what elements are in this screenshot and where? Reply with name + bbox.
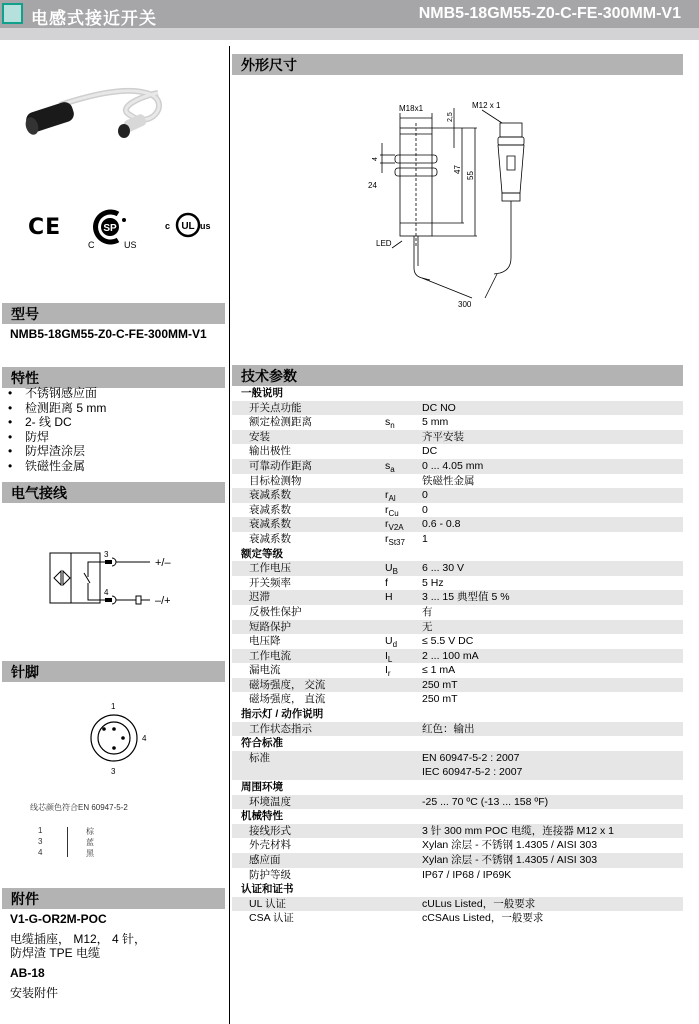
tech-row <box>232 605 683 620</box>
tech-group-heading: 认证和证书 <box>241 883 294 896</box>
dim-label-47: 47 <box>453 165 462 174</box>
tech-group-heading: 周围环境 <box>241 781 283 794</box>
feature-item: • 检测距离 5 mm <box>8 401 106 416</box>
tech-row-label: 开关点功能 <box>249 401 302 414</box>
wiring-diagram <box>40 545 190 615</box>
legend-color: 棕 <box>86 827 94 836</box>
legend-row <box>38 848 94 858</box>
tech-row-label: 衰减系数 <box>249 532 291 545</box>
tech-row-label: UL 认证 <box>249 897 286 910</box>
legend-color: 黑 <box>86 849 94 858</box>
feature-item: • 防焊渣涂层 <box>8 444 106 459</box>
tech-row-label: 磁场强度， 交流 <box>249 678 326 691</box>
tech-row <box>232 576 683 591</box>
tech-row <box>232 911 683 926</box>
tech-row-label: 反极性保护 <box>249 605 302 618</box>
tech-group-heading: 指示灯 / 动作说明 <box>241 708 324 721</box>
accessory-description: 电缆插座， M12， 4 针， <box>10 932 147 946</box>
tech-row-value: cCSAus Listed，一般要求 <box>422 912 544 925</box>
tech-row <box>232 532 683 547</box>
tech-row-label: 可靠动作距离 <box>249 459 312 472</box>
symbol-main: f <box>385 576 388 589</box>
feature-item: • 铁磁性金属 <box>8 459 106 474</box>
tech-row <box>232 430 683 445</box>
tech-row-value: -25 ... 70 ºC (-13 ... 158 ºF) <box>422 795 549 808</box>
tech-row <box>232 649 683 664</box>
feature-item: • 防焊 <box>8 430 106 445</box>
tech-row <box>232 751 683 780</box>
tech-row-value: 2 ... 100 mA <box>422 649 479 662</box>
tech-group-heading: 机械特性 <box>241 810 283 823</box>
tech-row <box>232 897 683 912</box>
csa-c-label: C <box>88 240 95 250</box>
pinout-section-heading: 针脚 <box>2 661 225 682</box>
legend-row <box>38 837 94 847</box>
product-photo <box>20 85 170 155</box>
symbol-main: I <box>385 664 388 677</box>
symbol-subscript: St37 <box>388 537 405 547</box>
tech-row <box>232 692 683 707</box>
symbol-subscript: a <box>390 464 395 474</box>
dim-label-led: LED <box>376 239 392 248</box>
tech-row <box>232 517 683 532</box>
tech-row-label: 输出极性 <box>249 445 291 458</box>
column-divider <box>229 46 230 1024</box>
dim-label-2-5: 2,5 <box>447 112 454 122</box>
features-section-heading: 特性 <box>2 367 225 388</box>
tech-row-label: 工作状态指示 <box>249 722 312 735</box>
tech-row-label: 接线形式 <box>249 824 291 837</box>
tech-spec-table <box>232 386 683 926</box>
brand-square-icon <box>2 3 23 24</box>
accessory-description: 安装附件 <box>10 986 59 1000</box>
sensor-symbol-icon <box>54 571 70 585</box>
tech-row-value: Xylan 涂层 - 不锈钢 1.4305 / AISI 303 <box>422 854 598 866</box>
tech-row-label: 电压降 <box>249 635 281 648</box>
wire-color-legend-title: 线芯颜色符合EN 60947-5-2 <box>30 803 128 812</box>
symbol-main: r <box>385 532 389 545</box>
tech-row <box>232 824 683 839</box>
tech-row <box>232 459 683 474</box>
pinout-label-3: 3 <box>111 767 116 776</box>
tech-row-value: EN 60947-5-2 : 2007 <box>422 751 520 764</box>
symbol-main: U <box>385 562 393 575</box>
symbol-main: U <box>385 635 393 648</box>
dim-label-m18: M18x1 <box>399 104 424 113</box>
tech-row <box>232 722 683 737</box>
symbol-subscript: V2A <box>388 523 404 533</box>
title-bar <box>0 0 699 28</box>
tech-row <box>232 620 683 635</box>
tech-row <box>232 444 683 459</box>
tech-row <box>232 474 683 489</box>
tech-group-heading: 额定等级 <box>241 547 283 560</box>
symbol-subscript: Al <box>388 494 396 504</box>
tech-row-value: ≤ 5.5 V DC <box>422 635 474 648</box>
pinout-diagram <box>80 698 160 778</box>
tech-row <box>232 561 683 576</box>
tech-row-value: 3 针 300 mm POC 电缆，连接器 M12 x 1 <box>422 824 614 837</box>
tech-row-label: 衰减系数 <box>249 503 291 516</box>
tech-group-heading: 一般说明 <box>241 387 283 399</box>
tech-row <box>232 590 683 605</box>
tech-row <box>232 503 683 518</box>
symbol-main: H <box>385 591 393 604</box>
csa-mark-text: SP <box>103 223 117 234</box>
wiring-label-top: +/– <box>155 557 171 569</box>
wiring-pin-3: 3 <box>104 550 109 559</box>
tech-row <box>232 678 683 693</box>
tech-row-value: 250 mT <box>422 678 458 691</box>
tech-row-value: IEC 60947-5-2 : 2007 <box>422 766 523 779</box>
csa-us-label: US <box>124 240 137 250</box>
legend-pin: 4 <box>38 848 43 857</box>
tech-section-heading: 技术参数 <box>232 365 683 386</box>
tech-row-value: cULus Listed，一般要求 <box>422 897 536 910</box>
tech-row-value: DC NO <box>422 401 456 414</box>
pinout-label-4: 4 <box>142 734 147 743</box>
tech-row-label: 工作电流 <box>249 649 291 662</box>
tech-row-symbol <box>385 576 388 591</box>
tech-row-value: IP67 / IP68 / IP69K <box>422 868 512 881</box>
tech-row-value: 红色：输出 <box>422 722 475 735</box>
legend-row <box>38 826 94 836</box>
dim-label-300: 300 <box>458 300 472 309</box>
tech-row <box>232 795 683 810</box>
model-section-heading: 型号 <box>2 303 225 324</box>
symbol-main: r <box>385 503 389 516</box>
model-number: NMB5-18GM55-Z0-C-FE-300MM-V1 <box>10 327 207 341</box>
tech-row-label: 额定检测距离 <box>249 416 312 429</box>
tech-row-value: DC <box>422 445 438 458</box>
tech-row-label: 目标检测物 <box>249 474 302 487</box>
ul-c-label: c <box>165 221 171 231</box>
tech-row-label: CSA 认证 <box>249 912 294 925</box>
legend-pin: 3 <box>38 837 43 846</box>
tech-row-value: 铁磁性金属 <box>422 474 475 487</box>
tech-row-value: 0 <box>422 489 428 502</box>
dimension-drawing <box>362 98 542 313</box>
symbol-main: r <box>385 518 389 531</box>
dimensions-section-heading: 外形尺寸 <box>232 54 683 75</box>
header-subbar <box>0 28 699 40</box>
legend-divider <box>67 827 68 857</box>
tech-group-heading: 符合标准 <box>241 737 283 750</box>
symbol-main: r <box>385 489 389 502</box>
tech-row <box>232 634 683 649</box>
document-title: 电感式接近开关 <box>31 9 157 28</box>
tech-row-label: 开关频率 <box>249 576 291 589</box>
tech-row <box>232 868 683 883</box>
tech-row-label: 感应面 <box>249 854 281 866</box>
symbol-main: s <box>385 416 391 429</box>
tech-row-value: 3 ... 15 典型值 5 % <box>422 591 510 604</box>
wiring-pin-4: 4 <box>104 588 109 597</box>
tech-row-label: 防护等级 <box>249 868 291 881</box>
tech-row-label: 衰减系数 <box>249 489 291 502</box>
features-list <box>8 386 106 473</box>
wiring-label-bottom: –/+ <box>155 595 171 607</box>
tech-row-value: 0.6 - 0.8 <box>422 518 461 531</box>
tech-row-value: 0 ... 4.05 mm <box>422 459 484 472</box>
tech-row-value: 有 <box>422 605 433 618</box>
tech-row-value: 齐平安装 <box>422 430 464 443</box>
symbol-subscript: B <box>392 567 398 577</box>
tech-row-label: 安装 <box>249 430 270 443</box>
tech-row-symbol <box>385 590 393 605</box>
tech-row-value: 5 Hz <box>422 576 444 589</box>
tech-row-value: Xylan 涂层 - 不锈钢 1.4305 / AISI 303 <box>422 839 598 852</box>
tech-row <box>232 838 683 853</box>
tech-row <box>232 663 683 678</box>
legend-color: 蓝 <box>86 838 94 847</box>
dim-label-4: 4 <box>372 157 379 161</box>
ul-mark-text: UL <box>181 221 195 232</box>
accessories-section-heading: 附件 <box>2 888 225 909</box>
symbol-subscript: r <box>387 669 391 679</box>
accessory-description: 防焊渣 TPE 电缆 <box>10 946 101 960</box>
ce-mark-icon: CE <box>28 215 62 240</box>
tech-row-value: 无 <box>422 620 433 633</box>
tech-row-value: 5 mm <box>422 416 449 429</box>
tech-row-value: 1 <box>422 532 428 545</box>
symbol-main: I <box>385 649 388 662</box>
accessory-name: V1-G-OR2M-POC <box>10 912 107 926</box>
tech-row-label: 环境温度 <box>249 795 291 808</box>
tech-row-label: 迟滞 <box>249 591 270 604</box>
dim-label-55: 55 <box>466 171 475 180</box>
tech-row-label: 工作电压 <box>249 562 291 575</box>
dim-label-m12: M12 x 1 <box>472 101 501 110</box>
ul-mark-icon <box>163 210 215 240</box>
tech-row-label: 短路保护 <box>249 620 291 633</box>
wiring-section-heading: 电气接线 <box>2 482 225 503</box>
pinout-label-1: 1 <box>111 702 116 711</box>
tech-row <box>232 401 683 416</box>
tech-row-value: 6 ... 30 V <box>422 562 465 575</box>
tech-row-label: 漏电流 <box>249 664 281 677</box>
symbol-subscript: n <box>390 421 395 431</box>
header-model-number: NMB5-18GM55-Z0-C-FE-300MM-V1 <box>418 5 681 22</box>
symbol-main: s <box>385 459 391 472</box>
symbol-subscript: d <box>392 640 398 650</box>
dim-label-wrench: 24 <box>368 181 377 190</box>
csa-mark-icon <box>88 208 138 250</box>
feature-item: • 2- 线 DC <box>8 415 106 430</box>
tech-row-label: 衰减系数 <box>249 518 291 531</box>
tech-row <box>232 415 683 430</box>
tech-row <box>232 853 683 868</box>
tech-row-label: 磁场强度， 直流 <box>249 693 326 706</box>
ul-us-label: us <box>200 221 211 231</box>
symbol-subscript: L <box>387 654 393 664</box>
accessory-name: AB-18 <box>10 966 45 980</box>
tech-row-value: 0 <box>422 503 428 516</box>
tech-row-value: 250 mT <box>422 693 458 706</box>
legend-pin: 1 <box>38 826 43 835</box>
tech-row-label: 外壳材料 <box>249 839 291 852</box>
feature-item: • 不锈钢感应面 <box>8 386 106 401</box>
tech-row-label: 标准 <box>249 751 270 764</box>
tech-row <box>232 488 683 503</box>
symbol-subscript: Cu <box>388 508 399 518</box>
tech-row-value: ≤ 1 mA <box>422 664 456 677</box>
